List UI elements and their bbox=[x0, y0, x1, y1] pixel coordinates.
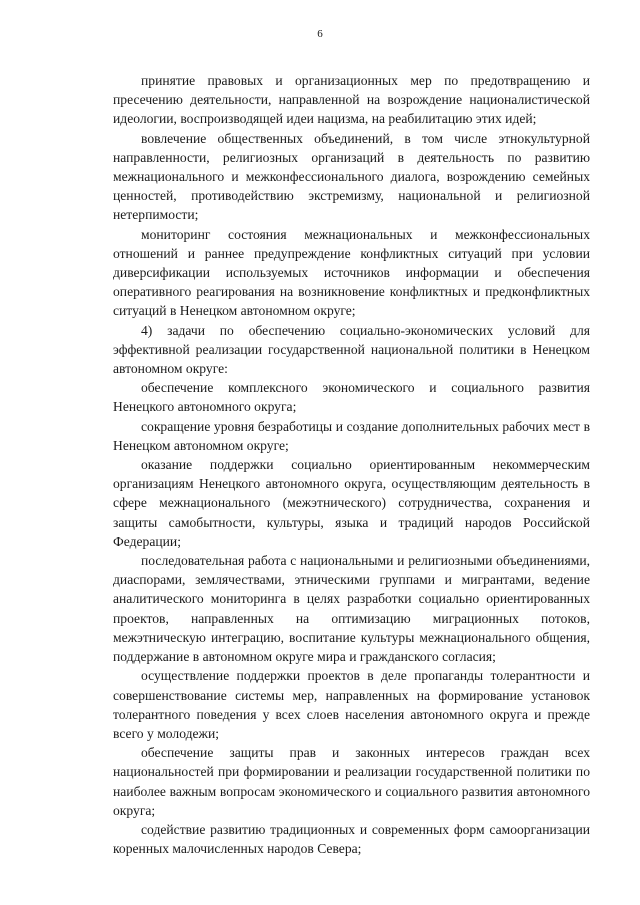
paragraph: обеспечение комплексного экономического и социального развития Ненецкого автономного округа; bbox=[113, 380, 590, 415]
paragraph: обеспечение защиты прав и законных интересов граждан всех национальностей при формировании и реализации государственной политики по наиболее важным вопросам экономического и социального развития автономного округа; bbox=[113, 745, 590, 818]
paragraph: сокращение уровня безработицы и создание дополнительных рабочих мест в Ненецком автономном округе; bbox=[113, 418, 590, 453]
paragraph: принятие правовых и организационных мер по предотвращению и пресечению деятельности, направленной на возрождение националистической идеологии, воспроизводящей идеи нацизма, на реабилитацию этих идей; bbox=[113, 73, 590, 127]
paragraph: осуществление поддержки проектов в деле пропаганды толерантности и совершенствование системы мер, направленных на формирование установок толерантного поведения у всех слоев населения автономного округа и прежде всего у молодежи; bbox=[113, 668, 590, 741]
paragraph: оказание поддержки социально ориентированным некоммерческим организациям Ненецкого автономного округа, осуществляющим деятельность в сфере межнационального (межэтнического) сотрудничества, сохранения и защиты самобытности, культуры, языка и традиций народов Российской Федерации; bbox=[113, 457, 590, 549]
paragraph: содействие развитию традиционных и современных форм самоорганизации коренных малочисленных народов Севера; bbox=[113, 821, 590, 857]
document-body bbox=[113, 71, 590, 858]
paragraph: 4) задачи по обеспечению социально-экономических условий для эффективной реализации государственной национальной политики в Ненецком автономном округе: bbox=[113, 322, 590, 377]
paragraph: вовлечение общественных объединений, в том числе этнокультурной направленности, религиозных организаций в деятельность по развитию межнационального и межконфессионального диалога, возрождению семейных ценностей, противодействию экстремизму, национальной и религиозной нетерпимости; bbox=[113, 130, 590, 223]
paragraph: последовательная работа с национальными и религиозными объединениями, диаспорами, землячествами, этническими группами и мигрантами, ведение аналитического мониторинга в целях разработки социально ориентированных проектов, направленных на оптимизацию миграционных потоков, межэтническую интеграцию, воспитание культуры межнационального общения, поддержание в автономном округе мира и гражданского согласия; bbox=[113, 553, 590, 665]
page-number: 6 bbox=[317, 28, 323, 40]
paragraph: мониторинг состояния межнациональных и межконфессиональных отношений и раннее предупреждение конфликтных ситуаций при условии диверсификации используемых источников информации и обеспечения оперативного реагирования на возникновение конфликтных и предконфликтных ситуаций в Ненецком автономном округе; bbox=[113, 226, 590, 319]
